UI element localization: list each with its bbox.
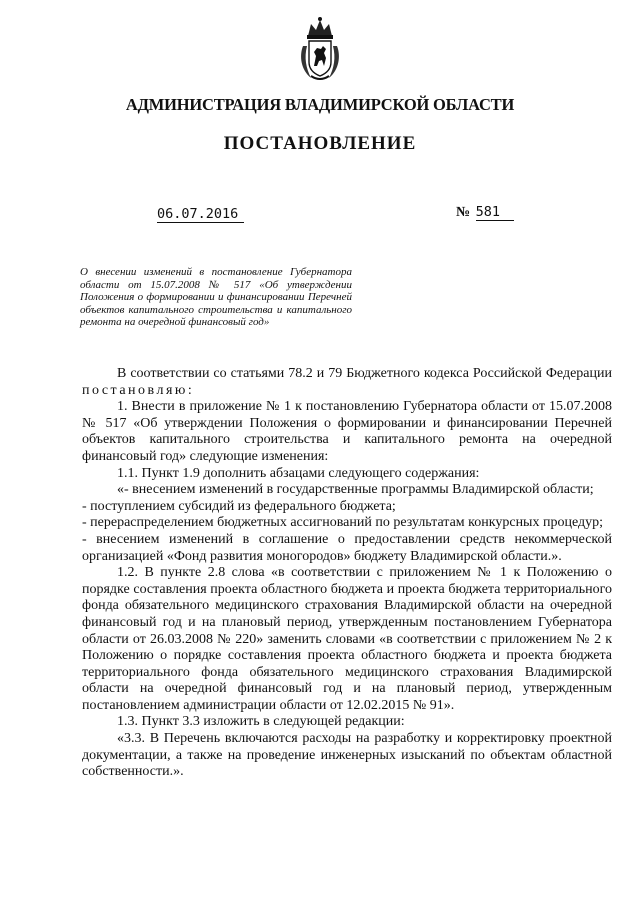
- quoted-item-4: - внесением изменений в соглашение о предоставлении средств некоммерческой организацией «Фонд развития моногородов» бюджету Владимирской области.».: [82, 531, 612, 564]
- quoted-item-2: - поступлением субсидий из федерального бюджета;: [82, 498, 396, 514]
- paragraph-1: 1. Внести в приложение № 1 к постановлению Губернатора области от 15.07.2008 № 517 «Об утверждении Положения о формировании и финансировании Перечней объектов капитального строительства и капитального ремонта на очередной финансовый год» следующие изменения:: [82, 399, 612, 464]
- paragraph-1-3: 1.3. Пункт 3.3 изложить в следующей редакции:: [117, 714, 405, 730]
- document-body: [82, 366, 612, 781]
- document-subject: О внесении изменений в постановление Губернатора области от 15.07.2008 № 517 «Об утверждении Положения о формировании и финансировании Перечней объектов капитального строительства и капитального ремонта на очередной финансовый год»: [80, 266, 352, 329]
- document-number: [456, 204, 514, 221]
- intro-paragraph: [82, 366, 612, 399]
- document-type-title: ПОСТАНОВЛЕНИЕ: [223, 133, 417, 154]
- quoted-item-3: - перераспределением бюджетных ассигнований по результатам конкурсных процедур;: [82, 515, 603, 531]
- intro-verb: постановляю:: [82, 382, 195, 398]
- number-label: №: [456, 205, 471, 220]
- quoted-item-1: «- внесением изменений в государственные программы Владимирской области;: [117, 482, 594, 498]
- coat-of-arms-icon: [299, 16, 341, 82]
- document-date: 06.07.2016: [157, 206, 244, 223]
- paragraph-1-1: 1.1. Пункт 1.9 дополнить абзацами следующего содержания:: [117, 465, 480, 481]
- intro-text: В соответствии со статьями 78.2 и 79 Бюджетного кодекса Российской Федерации: [117, 366, 612, 381]
- paragraph-1-2: 1.2. В пункте 2.8 слова «в соответствии с приложением № 1 к Положению о порядке составления проекта областного бюджета и проекта бюджета территориального фонда обязательного медицинского страхования Владимирской области на очередной финансовый год и на плановый период, утвержденным постановлением Губернатора области от 26.03.2008 № 220» заменить словами «в соответствии с приложением № 2 к Положению о порядке составления проекта областного бюджета и проекта бюджета территориального фонда обязательного медицинского страхования Владимирской области на очередной финансовый год и на плановый период, утвержденным постановлением администрации области от 12.02.2015 № 91».: [82, 565, 612, 713]
- quoted-item-5: «3.3. В Перечень включаются расходы на разработку и корректировку проектной документации, а также на проведение инженерных изысканий по объектам областной собственности.».: [82, 731, 612, 780]
- number-value: 581: [476, 204, 514, 221]
- organization-name: АДМИНИСТРАЦИЯ ВЛАДИМИРСКОЙ ОБЛАСТИ: [125, 95, 515, 114]
